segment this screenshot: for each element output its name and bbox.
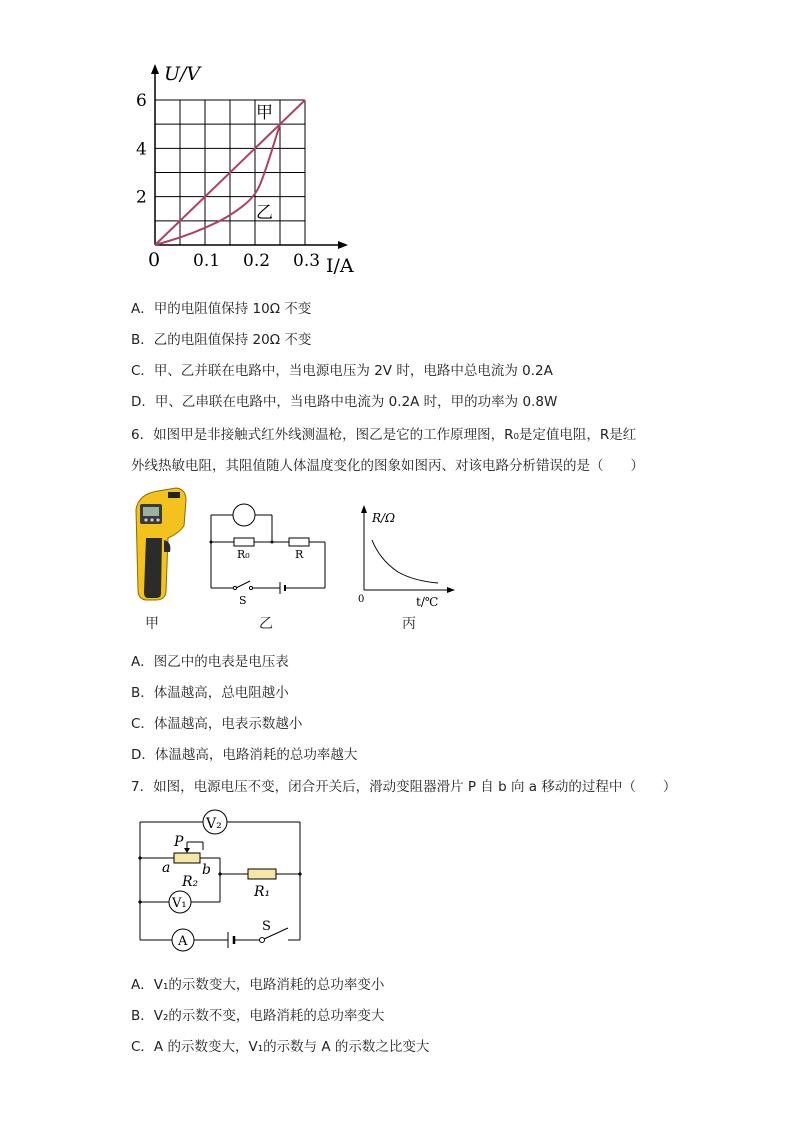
q6-option-a: A．图乙中的电表是电压表 [131, 654, 289, 670]
x-axis-label: I/A [326, 255, 354, 277]
fig-jia-caption: 甲 [145, 616, 159, 632]
q7-option-c: C．A 的示数变大，V₁的示数与 A 的示数之比变大 [131, 1039, 430, 1055]
label-r1: R₁ [254, 884, 271, 900]
q5-option-b: B．乙的电阻值保持 20Ω 不变 [131, 332, 312, 348]
chart-ticks [136, 91, 320, 271]
q7-circuit-diagram [130, 806, 310, 956]
q6-stem-line2: 外线热敏电阻，其阻值随人体温度变化的图象如图丙、对该电路分析错误的是（ ） [131, 458, 644, 474]
label-r0: R₀ [237, 548, 250, 561]
label-s: S [239, 594, 247, 607]
origin-label: 0 [148, 249, 161, 271]
y-axis-arrow [151, 64, 159, 74]
q6-stem-line1: 6．如图甲是非接触式红外线测温枪，图乙是它的工作原理图，R₀是定值电阻，R是红 [131, 427, 637, 443]
y-tick-label: 2 [136, 187, 147, 208]
label-p: P [174, 834, 184, 850]
q6-option-c: C．体温越高，电表示数越小 [131, 716, 303, 732]
label-switch: S [262, 919, 271, 934]
label-v1: V₁ [172, 896, 187, 911]
q7-option-a: A．V₁的示数变大，电路消耗的总功率变小 [131, 977, 385, 993]
x-tick-label: 0.3 [293, 251, 321, 271]
q6-option-b: B．体温越高，总电阻越小 [131, 685, 289, 701]
label-v2: V₂ [206, 816, 222, 832]
q7-option-b: B．V₂的示数不变，电路消耗的总功率变大 [131, 1008, 385, 1024]
rt-origin: 0 [358, 594, 365, 605]
x-axis-arrow [338, 241, 348, 249]
q6-circuit-diagram [204, 500, 332, 612]
fig-yi-caption: 乙 [259, 616, 273, 632]
rt-ylabel: R/Ω [372, 511, 396, 525]
q7-stem: 7．如图，电源电压不变，闭合开关后，滑动变阻器滑片 P 自 b 向 a 移动的过程中（ ） [131, 779, 677, 795]
label-b-end: b [202, 862, 211, 878]
series-label-jia: 甲 [256, 103, 273, 123]
label-r: R [295, 548, 304, 561]
y-tick-label: 6 [136, 91, 147, 111]
q5-option-c: C．甲、乙并联在电路中，当电源电压为 2V 时，电路中总电流为 0.2A [131, 363, 553, 379]
rt-xlabel: t/℃ [416, 595, 439, 609]
series-label-yi: 乙 [256, 203, 273, 223]
fig-bing-caption: 丙 [402, 616, 416, 632]
r-t-graph [350, 502, 460, 612]
q6-option-d: D．体温越高，电路消耗的总功率越大 [131, 747, 358, 763]
q5-option-a: A．甲的电阻值保持 10Ω 不变 [131, 301, 312, 317]
series-line-jia-extension [280, 100, 305, 124]
y-tick-label: 4 [136, 139, 147, 160]
q5-option-d: D．甲、乙串联在电路中，当电路中电流为 0.2A 时，甲的功率为 0.8W [131, 394, 558, 410]
label-r2: R₂ [182, 874, 199, 890]
y-axis-label: U/V [164, 63, 201, 85]
u-i-chart [130, 60, 370, 285]
label-a-end: a [162, 860, 171, 876]
x-tick-label: 0.2 [243, 251, 271, 271]
label-ammeter: A [178, 934, 188, 949]
x-tick-label: 0.1 [193, 251, 221, 271]
series-line-jia [155, 124, 280, 245]
infrared-thermometer-image [128, 486, 198, 604]
